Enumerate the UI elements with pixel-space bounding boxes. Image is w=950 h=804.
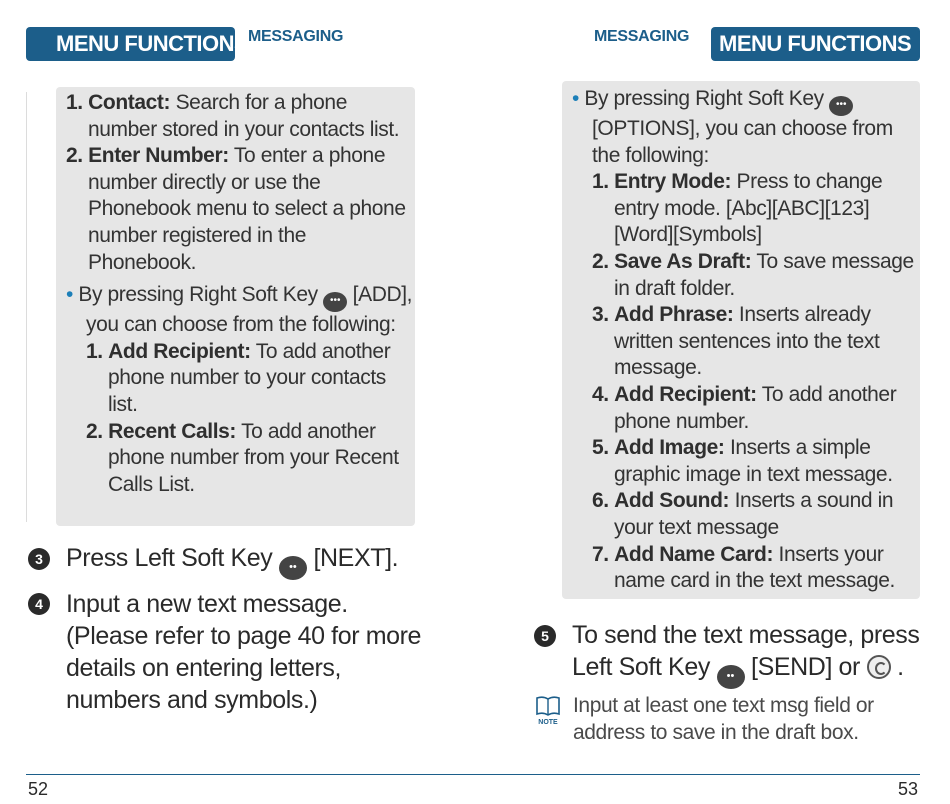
list-item: 7. Add Name Card: Inserts your name card in the text message. bbox=[592, 542, 895, 593]
bullet-dot: • bbox=[572, 87, 579, 110]
list-item: 2. Recent Calls: To add another phone number from your Recent Calls List. bbox=[86, 419, 399, 496]
menu-functions-tab-left: MENU FUNCTIONS bbox=[26, 27, 235, 61]
left-options-box bbox=[56, 87, 415, 526]
note-icon-label: NOTE bbox=[538, 719, 558, 726]
list-item: 6. Add Sound: Inserts a sound in your text message bbox=[592, 489, 894, 539]
section-label-right: MESSAGING bbox=[594, 28, 690, 45]
list-item: 3. Add Phrase: Inserts already written sentences into the text message. bbox=[592, 303, 880, 380]
list-item: 2. Enter Number: To enter a phone number directly or use the Phonebook menu to select a phone number registered in the Phonebook. bbox=[66, 144, 406, 274]
list-item: 1. Contact: Search for a phone number stored in your contacts list. bbox=[66, 91, 400, 141]
list-item: 5. Add Image: Inserts a simple graphic image in text message. bbox=[592, 436, 893, 486]
bullet-item: • By pressing Right Soft Key ••• [OPTIONS], you can choose from the following: bbox=[572, 87, 893, 167]
list-item: 2. Save As Draft: To save message in draft folder. bbox=[592, 249, 914, 300]
step-3: Press Left Soft Key •• [NEXT]. bbox=[66, 542, 426, 580]
list-item: 1. Add Recipient: To add another phone number to your contacts list. bbox=[86, 339, 391, 416]
section-label-left: MESSAGING bbox=[248, 28, 344, 45]
right-soft-key-icon: ••• bbox=[829, 96, 853, 116]
step-number-3: 3 bbox=[28, 548, 50, 570]
sub-list bbox=[572, 169, 920, 595]
list-item: 1. Entry Mode: Press to change entry mode. [Abc][ABC][123] [Word][Symbols] bbox=[592, 170, 883, 247]
note-icon bbox=[534, 694, 562, 726]
right-soft-key-icon: ••• bbox=[323, 292, 347, 312]
step-5: To send the text message, press Left Soft Key •• [SEND] or . bbox=[572, 619, 922, 689]
left-margin-line bbox=[26, 92, 27, 522]
step-number-4: 4 bbox=[28, 593, 50, 615]
page-number-right: 53 bbox=[898, 779, 919, 799]
note-text: Input at least one text msg field or address to save in the draft box. bbox=[573, 694, 874, 744]
left-soft-key-icon: •• bbox=[717, 665, 745, 689]
end-key-icon bbox=[867, 655, 891, 679]
page-number-left: 52 bbox=[28, 779, 49, 799]
right-options-box bbox=[562, 81, 920, 599]
footer-divider bbox=[26, 774, 920, 775]
left-soft-key-icon: •• bbox=[279, 556, 307, 580]
step-4: Input a new text message. (Please refer to page 40 for more details on entering letters, numbers and symbols.) bbox=[66, 590, 422, 714]
menu-functions-tab-right: MENU FUNCTIONS bbox=[711, 27, 920, 61]
sub-list bbox=[66, 339, 415, 499]
step-number-5: 5 bbox=[534, 625, 556, 647]
list-item: 4. Add Recipient: To add another phone number. bbox=[592, 382, 897, 433]
bullet-item: • By pressing Right Soft Key ••• [ADD], you can choose from the following: bbox=[66, 283, 413, 337]
bullet-dot: • bbox=[66, 283, 73, 307]
